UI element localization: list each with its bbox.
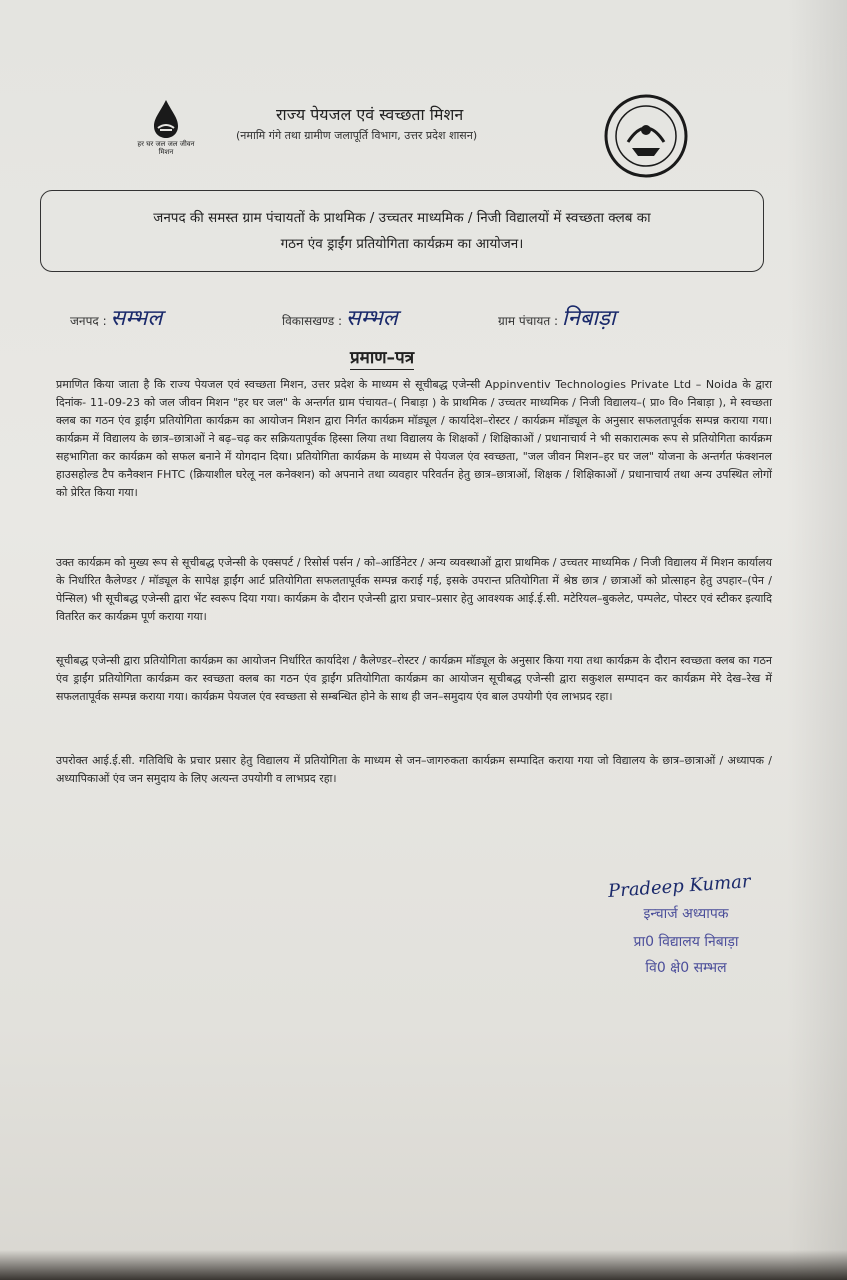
certificate-heading: प्रमाण–पत्र [350,345,414,370]
panchayat-label: ग्राम पंचायत : [498,314,559,328]
paragraph-3: सूचीबद्ध एजेन्सी द्वारा प्रतियोगिता कार्यक्रम का आयोजन निर्धारित कार्यादेश / कैलेण्डर–रोस्टर / कार्यक्रम मॉड्यूल के अनुसार किया गया तथा कार्यक्रम के दौरान स्वच्छता क्लब का गठन एंव ड्राईंग प्रतियोगिता कार्यक्रम कर स्वच्छता क्लब का गठन एंव ड्राईंग प्रतियोगिता कार्यक्रम का आयोजन सूचीबद्ध एजेन्सी द्वारा सकुशल सम्पादन कर कार्यक्रम मेरे देख–रेख में सफलतापूर्वक सम्पन्न कराया गया। कार्यक्रम पेयजल एंव स्वच्छता से सम्बन्धित होने के साथ ही जन–समुदाय एंव बाल उपयोगी एंव लाभप्रद रहा। [56,654,772,703]
bottom-edge-shadow [0,1250,847,1280]
mission-title: राज्य पेयजल एवं स्वच्छता मिशन [276,105,464,124]
stamp-line-2: प्रा0 विद्यालय निबाड़ा [633,934,739,950]
block-value: सम्भल [345,306,398,331]
district-label: जनपद : [70,314,107,328]
block-label: विकासखण्ड : [282,314,343,328]
subject-box [40,190,764,272]
panchayat-field [498,302,616,332]
stamp-line-1: इन्चार्ज अध्यापक [643,906,729,922]
page-shadow [787,0,847,1280]
stamp-line-3: वि0 क्षे0 सम्भल [645,960,727,976]
district-field [70,302,162,332]
paragraph-4: उपरोक्त आई.ई.सी. गतिविधि के प्रचार प्रसार हेतु विद्यालय में प्रतियोगिता के माध्यम से जन–जागरुकता कार्यक्रम सम्पादित कराया गया जो विद्यालय के छात्र–छात्राओं / अध्यापक / अध्यापिकाओं एंव जन समुदाय के लिए अत्यन्त उपयोगी व लाभप्रद रहा। [56,754,772,785]
block-field [282,302,398,332]
water-drop-logo-icon [136,96,196,176]
panchayat-value: निबाड़ा [561,306,616,331]
subject-line-1: जनपद की समस्त ग्राम पंचायतों के प्राथमिक / उच्चतर माध्यमिक / निजी विद्यालयों में स्वच्छता क्लब का [153,210,651,226]
paragraph-2: उक्त कार्यक्रम को मुख्य रूप से सूचीबद्ध एजेन्सी के एक्सपर्ट / रिसोर्स पर्सन / को–आर्डिनेटर / अन्य व्यवस्थाओं द्वारा प्राथमिक / उच्चतर माध्यमिक / निजी विद्यालय में मिशन कार्यालय के निर्धारित कैलेण्डर / मॉड्यूल के सापेक्ष ड्राईंग आर्ट प्रतियोगिता सफलतापूर्वक सम्पन्न कराई गई, इसके उपरान्त प्रतियोगिता में श्रेष्ठ छात्र / छात्राओं को प्रोत्साहन हेतु उपहार–(पेन / पेन्सिल) भी सूचीबद्ध एजेन्सी द्वारा भेंट स्वरूप दिया गया। कार्यक्रम के दौरान एजेन्सी द्वारा प्रचार–प्रसार हेतु आवश्यक आई.ई.सी. मटेरियल–बुकलेट, पम्पलेट, पोस्टर एवं स्टीकर इत्यादि वितरित कर कार्यक्रम पूर्ण कराया गया। [56,556,772,623]
paragraph-1: प्रमाणित किया जाता है कि राज्य पेयजल एवं स्वच्छता मिशन, उत्तर प्रदेश के माध्यम से सूचीबद्ध एजेन्सी Appinventiv Technologies Private Ltd – Noida के द्वारा दिनांक- 11-09-23 को जल जीवन मिशन "हर घर जल" के अन्तर्गत ग्राम पंचायत–( निबाड़ा ) के प्राथमिक / उच्चतर माध्यमिक / निजी विद्यालय–( प्रा० वि० निबाड़ा ), मे स्वच्छता क्लब का गठन एंव ड्राईंग प्रतियोगिता कार्यक्रम का आयोजन मिशन द्वारा निर्गत कार्यक्रम मॉड्यूल / कार्यादेश–रोस्टर / कार्यक्रम मॉड्यूल के अनुसार सफलतापूर्वक सम्पन्न कराया गया। कार्यक्रम में विद्यालय के छात्र–छात्राओं ने बढ़–चढ़ कर सक्रियतापूर्वक हिस्सा लिया तथा विद्यालय के शिक्षकों / शिक्षिकाओं / प्रधानाचार्य ने भी सकारात्मक रूप से प्रतियोगिता कार्यक्रम सहभागिता कर कार्यक्रम को सफल बनाने में योगदान दिया। प्रतियोगिता कार्यक्रम के माध्यम से पेयजल एंव स्वच्छता, "जल जीवन मिशन–हर घर जल" योजना के अन्तर्गत फंक्शनल हाउसहोल्ड टैप कनैक्शन FHTC (क्रियाशील घरेलू नल कनेक्शन) को अपनाने तथा व्यवहार परिवर्तन हेतु छात्र–छात्राओं, शिक्षक / शिक्षिकाओं / प्रधानाचार्य तथा अन्य उपस्थित लोगों को प्रेरित किया गया। [56,378,772,499]
signature-scrawl: Pradeep Kumar [607,871,752,902]
up-state-emblem-icon [604,94,688,178]
logo-caption: हर घर जल जल जीवन मिशन [137,140,195,156]
mission-subtitle: (नमामि गंगे तथा ग्रामीण जलापूर्ति विभाग, उत्तर प्रदेश शासन) [236,129,478,142]
subject-line-2: गठन एंव ड्राईंग प्रतियोगिता कार्यक्रम का आयोजन। [280,236,524,252]
district-value: सम्भल [110,306,163,331]
